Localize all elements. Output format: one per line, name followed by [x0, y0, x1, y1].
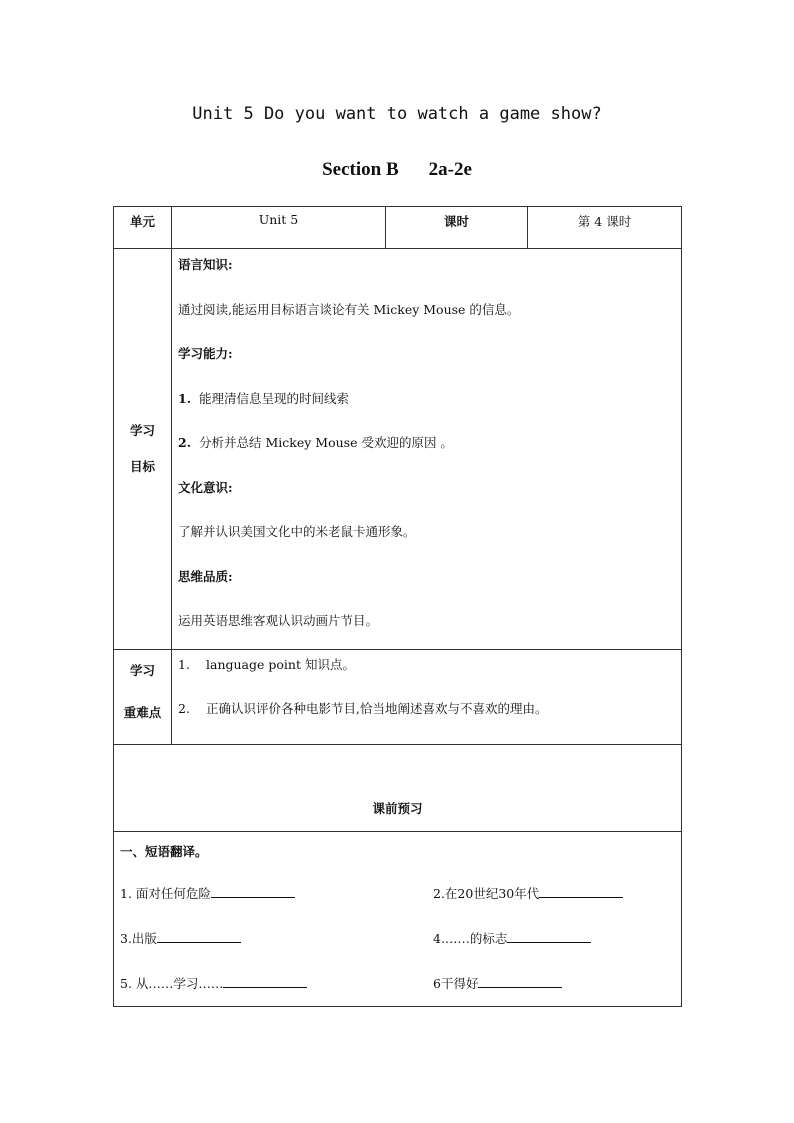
difficulties-row: [114, 650, 682, 745]
difficulty-item-2-text: 正确认识评价各种电影节目,恰当地阐述喜欢与不喜欢的理由。: [206, 701, 548, 716]
difficulty-item-2-num: 2.: [178, 701, 190, 716]
exercise-item-6: [433, 974, 562, 994]
knowledge-title: 语言知识:: [178, 257, 233, 272]
difficulties-content: [172, 650, 682, 745]
answer-blank[interactable]: [539, 885, 623, 898]
exercise-item-6-text: 6干得好: [433, 976, 479, 991]
section-range: 2a-2e: [428, 159, 472, 180]
exercise-item-2: [433, 884, 623, 929]
ability-item-1-num: 1.: [178, 390, 192, 406]
preview-title-row: [114, 745, 682, 832]
thinking-title: 思维品质:: [178, 568, 233, 584]
ability-item-2: [178, 433, 675, 478]
unit-value: Unit 5: [172, 207, 386, 249]
ability-item-1-text: 能理清信息呈现的时间线索: [199, 390, 350, 406]
exercise-item-3: [120, 929, 433, 974]
ability-item-2-num: 2.: [178, 435, 192, 450]
exercise-item-4-text: 4.……的标志: [433, 931, 508, 946]
exercise-line-2: [120, 929, 675, 974]
goals-label-line2: 目标: [129, 459, 155, 474]
culture-text: 了解并认识美国文化中的米老鼠卡通形象。: [178, 524, 416, 539]
answer-blank[interactable]: [211, 885, 295, 898]
goals-label-line1: 学习: [129, 423, 155, 438]
ability-item-1: [178, 389, 675, 434]
answer-blank[interactable]: [157, 930, 241, 943]
answer-blank[interactable]: [478, 975, 562, 988]
difficulties-label-line1: 学习: [129, 663, 155, 678]
ability-item-2-text: 分析并总结 Mickey Mouse 受欢迎的原因 。: [199, 435, 453, 450]
difficulty-item-2: [178, 700, 675, 744]
exercise-item-2-text: 2.在20世纪30年代: [433, 886, 540, 901]
header-row: [114, 207, 682, 249]
answer-blank[interactable]: [223, 975, 307, 988]
culture-title: 文化意识:: [178, 479, 233, 495]
exercise-item-4: [433, 929, 591, 974]
exercise-item-1-text: 1. 面对任何危险: [120, 886, 211, 901]
goals-row: [114, 249, 682, 650]
ability-title: 学习能力:: [178, 346, 233, 361]
exercise-item-3-text: 3.出版: [120, 931, 157, 946]
difficulties-label: [114, 650, 172, 745]
document-title: Unit 5 Do you want to watch a game show?: [192, 104, 602, 124]
exercise-row: [114, 832, 682, 1007]
preview-title: 课前预习: [114, 745, 682, 832]
unit-label: 单元: [114, 207, 172, 249]
difficulty-item-1-num: 1.: [178, 657, 190, 672]
difficulty-item-1: [178, 656, 675, 700]
answer-blank[interactable]: [507, 930, 591, 943]
exercise-line-3: [120, 974, 675, 994]
exercise-line-1: [120, 884, 675, 929]
exercise-item-1: [120, 884, 433, 929]
lesson-plan-table: [113, 206, 682, 1007]
period-label: 课时: [386, 207, 528, 249]
section-heading: [0, 159, 794, 181]
exercise-item-5-text: 5. 从……学习……: [120, 976, 224, 991]
goals-content: [172, 249, 682, 650]
difficulty-item-1-text: language point 知识点。: [206, 657, 355, 672]
exercise-title: 一、短语翻译。: [120, 844, 208, 859]
exercise-item-5: [120, 974, 433, 994]
exercise-content: [114, 832, 682, 1007]
difficulties-label-line2: 重难点: [123, 705, 162, 720]
goals-label: [114, 249, 172, 650]
knowledge-text: 通过阅读,能运用目标语言谈论有关 Mickey Mouse 的信息。: [178, 301, 520, 317]
period-value: 第 4 课时: [528, 207, 682, 249]
section-label: Section B: [322, 159, 399, 180]
thinking-text: 运用英语思维客观认识动画片节目。: [178, 613, 379, 628]
